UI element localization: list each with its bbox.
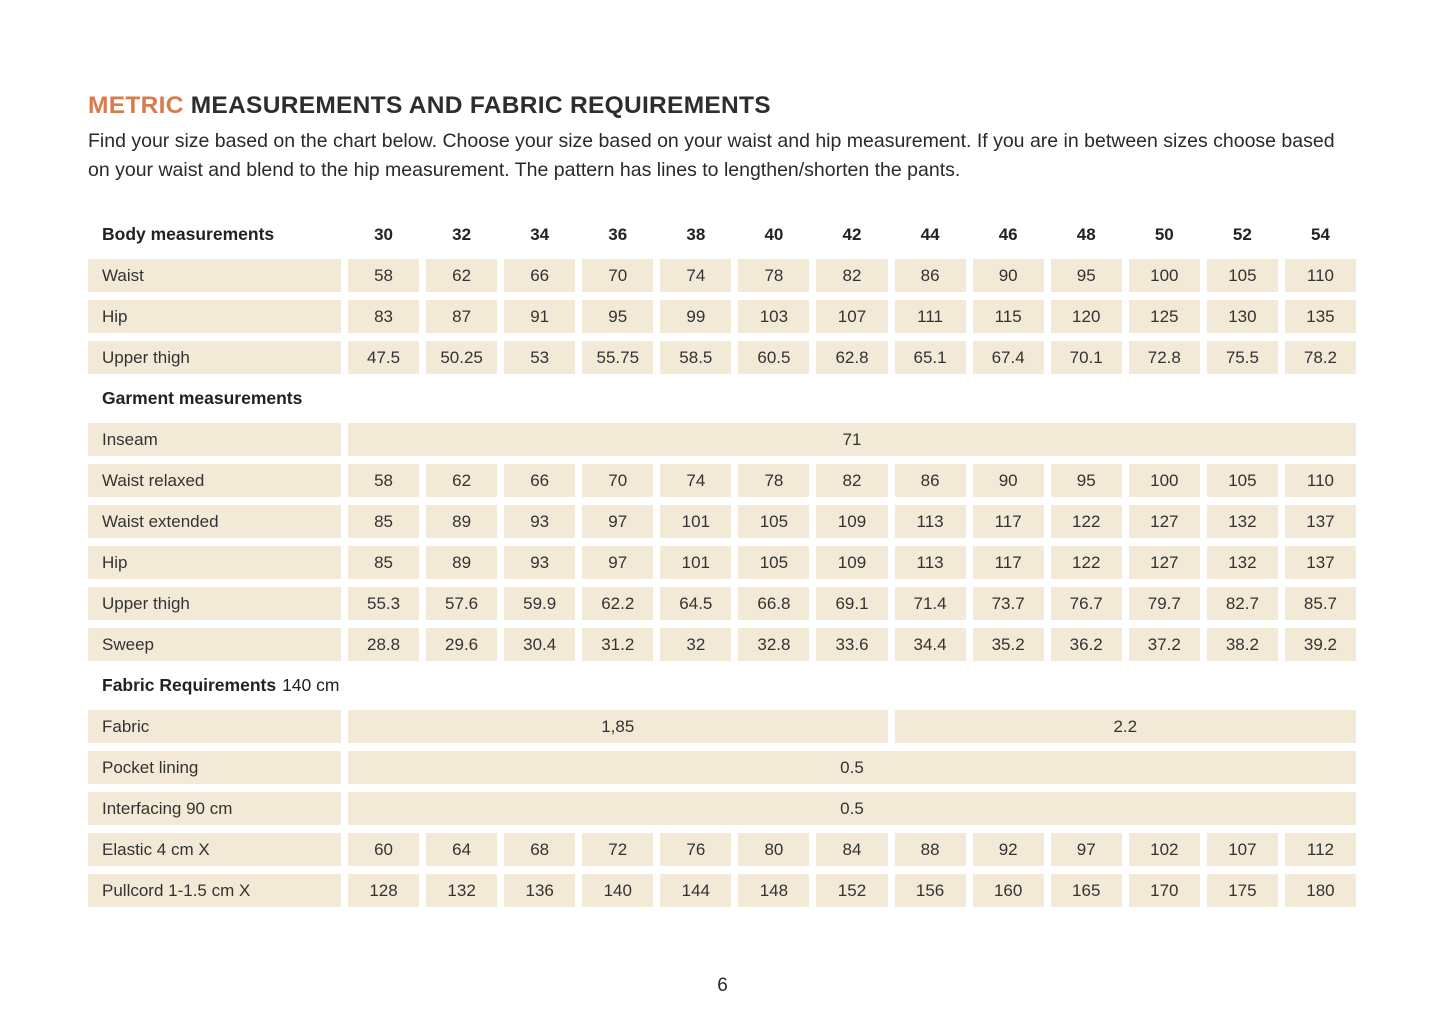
value-cell: 85.7 — [1285, 587, 1356, 620]
value-cell: 122 — [1051, 546, 1122, 579]
value-cell: 105 — [738, 505, 809, 538]
size-column-header: 30 — [374, 224, 393, 244]
value-cell: 70 — [582, 259, 653, 292]
value-cell: 72 — [582, 833, 653, 866]
value-cell: 78 — [738, 259, 809, 292]
value-cell: 70.1 — [1051, 341, 1122, 374]
value-cell: 59.9 — [504, 587, 575, 620]
value-cell: 83 — [348, 300, 419, 333]
value-cell: 82 — [816, 259, 887, 292]
value-cell: 156 — [895, 874, 966, 907]
row-label: Upper thigh — [88, 341, 341, 374]
value-cell: 137 — [1285, 546, 1356, 579]
value-cell: 58 — [348, 259, 419, 292]
value-cell: 101 — [660, 505, 731, 538]
value-cell: 70 — [582, 464, 653, 497]
value-cell: 128 — [348, 874, 419, 907]
value-cell: 180 — [1285, 874, 1356, 907]
page-title-highlight: METRIC — [88, 92, 184, 119]
merged-value-cell: 2.2 — [895, 710, 1356, 743]
value-cell: 76 — [660, 833, 731, 866]
value-cell: 50.25 — [426, 341, 497, 374]
value-cell: 72.8 — [1129, 341, 1200, 374]
value-cell: 100 — [1129, 464, 1200, 497]
value-cell: 74 — [660, 259, 731, 292]
value-cell: 66 — [504, 259, 575, 292]
value-cell: 78 — [738, 464, 809, 497]
value-cell: 89 — [426, 546, 497, 579]
row-label: Sweep — [88, 628, 341, 661]
value-cell: 111 — [895, 300, 966, 333]
size-column-header: 36 — [608, 224, 628, 244]
value-cell: 117 — [973, 505, 1044, 538]
value-cell: 136 — [504, 874, 575, 907]
value-cell: 65.1 — [895, 341, 966, 374]
value-cell: 132 — [426, 874, 497, 907]
size-column-header: 54 — [1310, 224, 1330, 244]
value-cell: 170 — [1129, 874, 1200, 907]
value-cell: 79.7 — [1129, 587, 1200, 620]
row-label: Fabric — [88, 710, 341, 743]
value-cell: 148 — [738, 874, 809, 907]
value-cell: 38.2 — [1207, 628, 1278, 661]
page-content — [88, 0, 1356, 907]
value-cell: 34.4 — [895, 628, 966, 661]
value-cell: 57.6 — [426, 587, 497, 620]
value-cell: 95 — [582, 300, 653, 333]
merged-value-cell: 71 — [348, 423, 1356, 456]
row-label: Hip — [88, 546, 341, 579]
value-cell: 55.3 — [348, 587, 419, 620]
value-cell: 67.4 — [973, 341, 1044, 374]
page-title — [88, 92, 1356, 120]
row-label: Hip — [88, 300, 341, 333]
value-cell: 62.8 — [816, 341, 887, 374]
section-title: Garment measurements — [102, 388, 303, 408]
value-cell: 90 — [973, 259, 1044, 292]
value-cell: 110 — [1285, 464, 1356, 497]
size-column-header: 46 — [998, 224, 1018, 244]
value-cell: 62 — [426, 464, 497, 497]
merged-value-cell: 1,85 — [348, 710, 888, 743]
value-cell: 60.5 — [738, 341, 809, 374]
value-cell: 74 — [660, 464, 731, 497]
row-label: Waist relaxed — [88, 464, 341, 497]
value-cell: 175 — [1207, 874, 1278, 907]
value-cell: 103 — [738, 300, 809, 333]
value-cell: 68 — [504, 833, 575, 866]
value-cell: 105 — [738, 546, 809, 579]
value-cell: 84 — [816, 833, 887, 866]
value-cell: 35.2 — [973, 628, 1044, 661]
size-table — [88, 218, 1356, 907]
value-cell: 75.5 — [1207, 341, 1278, 374]
value-cell: 58 — [348, 464, 419, 497]
intro-paragraph: Find your size based on the chart below. Choose your size based on your waist and hip measurement. If you are in between sizes choose based on your waist and blend to the hip measurement. The pattern has lines to lengthen/shorten the pants. — [88, 130, 1335, 181]
value-cell: 69.1 — [816, 587, 887, 620]
value-cell: 113 — [895, 505, 966, 538]
value-cell: 99 — [660, 300, 731, 333]
value-cell: 60 — [348, 833, 419, 866]
value-cell: 140 — [582, 874, 653, 907]
value-cell: 87 — [426, 300, 497, 333]
size-column-header: 32 — [452, 224, 472, 244]
value-cell: 127 — [1129, 546, 1200, 579]
value-cell: 113 — [895, 546, 966, 579]
value-cell: 109 — [816, 546, 887, 579]
value-cell: 36.2 — [1051, 628, 1122, 661]
value-cell: 132 — [1207, 505, 1278, 538]
section-header-row — [88, 669, 1356, 702]
value-cell: 110 — [1285, 259, 1356, 292]
size-column-header: 42 — [842, 224, 862, 244]
value-cell: 66.8 — [738, 587, 809, 620]
size-column-header: 50 — [1154, 224, 1174, 244]
value-cell: 86 — [895, 259, 966, 292]
value-cell: 31.2 — [582, 628, 653, 661]
value-cell: 91 — [504, 300, 575, 333]
value-cell: 64.5 — [660, 587, 731, 620]
row-label: Waist extended — [88, 505, 341, 538]
section-title: Fabric Requirements — [102, 675, 277, 695]
row-label: Pullcord 1-1.5 cm X — [88, 874, 341, 907]
table-header-label: Body measurements — [102, 224, 275, 244]
value-cell: 30.4 — [504, 628, 575, 661]
value-cell: 89 — [426, 505, 497, 538]
value-cell: 100 — [1129, 259, 1200, 292]
page-title-rest: MEASUREMENTS AND FABRIC REQUIREMENTS — [190, 92, 771, 119]
value-cell: 39.2 — [1285, 628, 1356, 661]
value-cell: 92 — [973, 833, 1044, 866]
value-cell: 80 — [738, 833, 809, 866]
value-cell: 127 — [1129, 505, 1200, 538]
value-cell: 105 — [1207, 259, 1278, 292]
value-cell: 107 — [816, 300, 887, 333]
value-cell: 112 — [1285, 833, 1356, 866]
value-cell: 58.5 — [660, 341, 731, 374]
row-label: Interfacing 90 cm — [88, 792, 341, 825]
size-column-header: 52 — [1232, 224, 1252, 244]
value-cell: 132 — [1207, 546, 1278, 579]
value-cell: 29.6 — [426, 628, 497, 661]
value-cell: 78.2 — [1285, 341, 1356, 374]
value-cell: 107 — [1207, 833, 1278, 866]
value-cell: 90 — [973, 464, 1044, 497]
size-column-header: 40 — [764, 224, 784, 244]
value-cell: 71.4 — [895, 587, 966, 620]
value-cell: 120 — [1051, 300, 1122, 333]
value-cell: 125 — [1129, 300, 1200, 333]
value-cell: 85 — [348, 546, 419, 579]
row-label: Upper thigh — [88, 587, 341, 620]
merged-value-cell: 0.5 — [348, 792, 1356, 825]
value-cell: 109 — [816, 505, 887, 538]
value-cell: 160 — [973, 874, 1044, 907]
value-cell: 47.5 — [348, 341, 419, 374]
row-label: Pocket lining — [88, 751, 341, 784]
value-cell: 82.7 — [1207, 587, 1278, 620]
value-cell: 152 — [816, 874, 887, 907]
value-cell: 76.7 — [1051, 587, 1122, 620]
value-cell: 64 — [426, 833, 497, 866]
value-cell: 122 — [1051, 505, 1122, 538]
value-cell: 97 — [582, 546, 653, 579]
value-cell: 165 — [1051, 874, 1122, 907]
row-label: Waist — [88, 259, 341, 292]
value-cell: 115 — [973, 300, 1044, 333]
value-cell: 144 — [660, 874, 731, 907]
value-cell: 97 — [582, 505, 653, 538]
size-column-header: 34 — [530, 224, 550, 244]
size-column-header: 38 — [686, 224, 706, 244]
section-header-row — [88, 382, 1356, 415]
section-suffix: 140 cm — [282, 675, 340, 695]
value-cell: 82 — [816, 464, 887, 497]
value-cell: 88 — [895, 833, 966, 866]
value-cell: 66 — [504, 464, 575, 497]
merged-value-cell: 0.5 — [348, 751, 1356, 784]
value-cell: 32 — [660, 628, 731, 661]
value-cell: 85 — [348, 505, 419, 538]
value-cell: 97 — [1051, 833, 1122, 866]
value-cell: 62 — [426, 259, 497, 292]
value-cell: 32.8 — [738, 628, 809, 661]
value-cell: 102 — [1129, 833, 1200, 866]
value-cell: 95 — [1051, 464, 1122, 497]
value-cell: 55.75 — [582, 341, 653, 374]
value-cell: 53 — [504, 341, 575, 374]
value-cell: 95 — [1051, 259, 1122, 292]
value-cell: 135 — [1285, 300, 1356, 333]
page-number: 6 — [717, 975, 728, 996]
value-cell: 37.2 — [1129, 628, 1200, 661]
value-cell: 93 — [504, 546, 575, 579]
row-label: Inseam — [88, 423, 341, 456]
row-label: Elastic 4 cm X — [88, 833, 341, 866]
value-cell: 33.6 — [816, 628, 887, 661]
value-cell: 137 — [1285, 505, 1356, 538]
value-cell: 130 — [1207, 300, 1278, 333]
size-column-header: 44 — [920, 224, 940, 244]
value-cell: 62.2 — [582, 587, 653, 620]
value-cell: 93 — [504, 505, 575, 538]
value-cell: 28.8 — [348, 628, 419, 661]
value-cell: 117 — [973, 546, 1044, 579]
value-cell: 105 — [1207, 464, 1278, 497]
value-cell: 101 — [660, 546, 731, 579]
size-column-header: 48 — [1076, 224, 1096, 244]
value-cell: 73.7 — [973, 587, 1044, 620]
value-cell: 86 — [895, 464, 966, 497]
